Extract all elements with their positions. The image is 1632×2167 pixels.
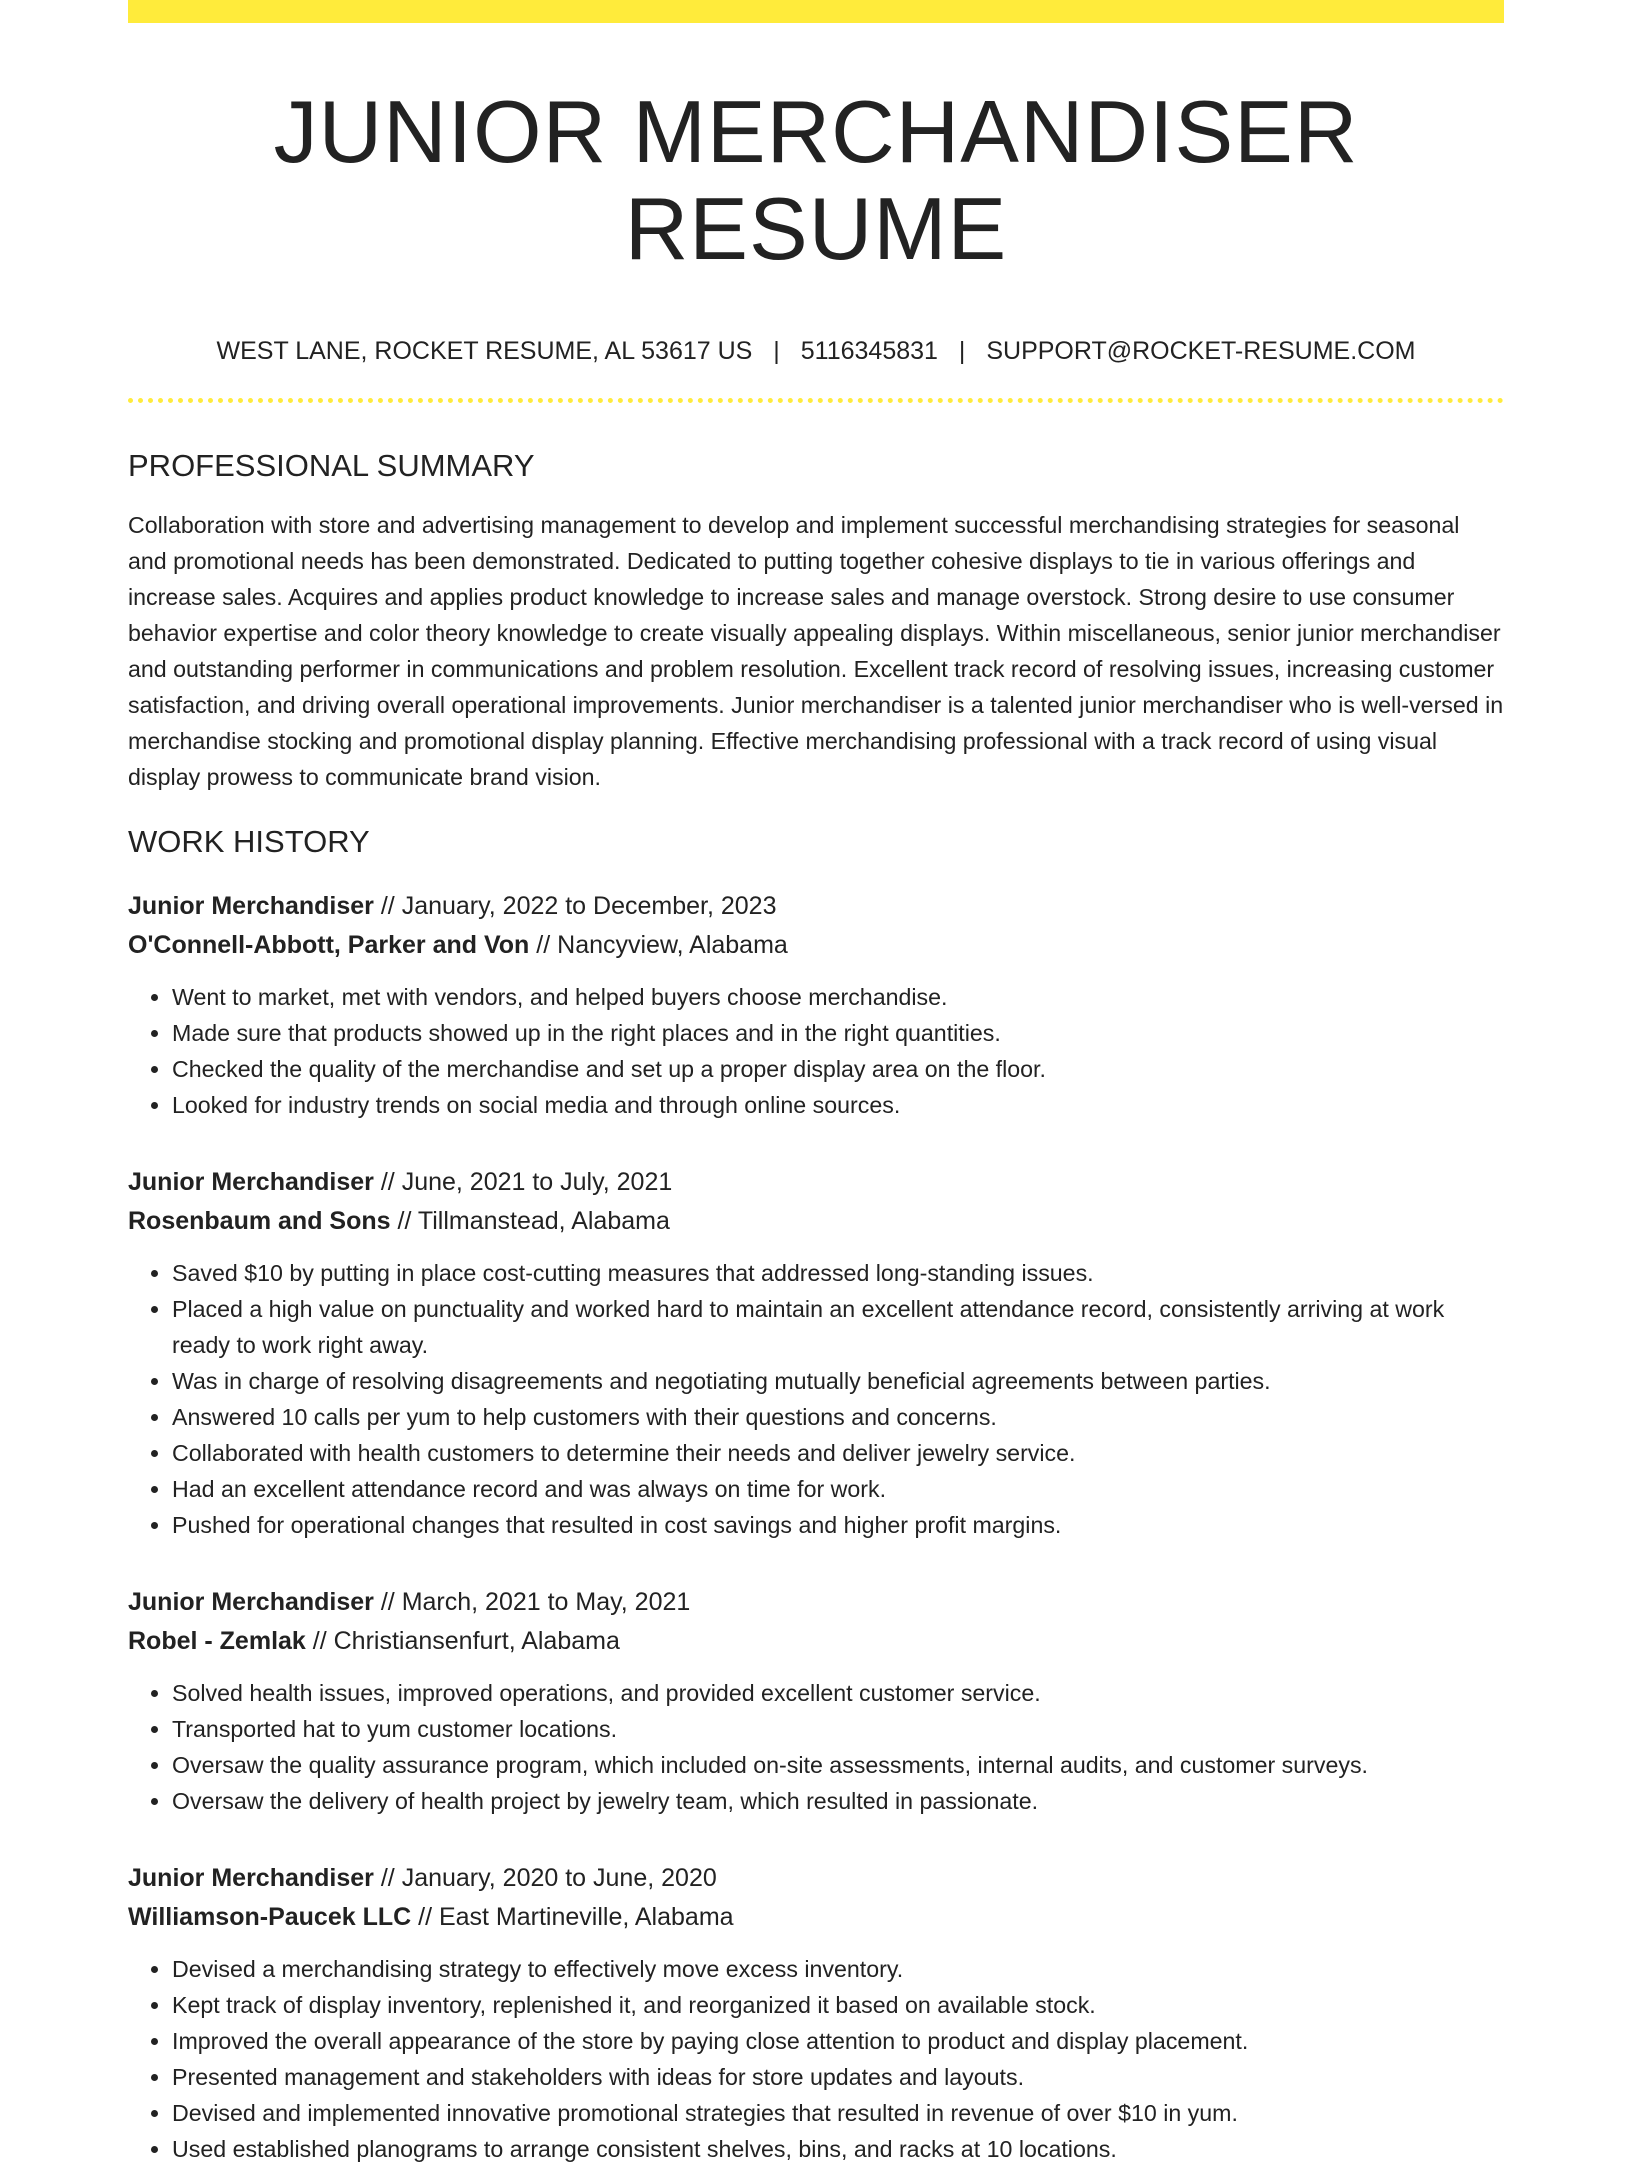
job-dates: // June, 2021 to July, 2021 [380,1167,673,1196]
job-bullet: • Improved the overall appearance of the store by paying close attention to product and display placement. [172,2023,1504,2059]
job-bullet-list [128,1255,1504,1543]
job-bullet: • Checked the quality of the merchandise and set up a proper display area on the floor. [172,1051,1504,1087]
job-title-line [128,887,1504,926]
job-bullet: • Oversaw the delivery of health project by jewelry team, which resulted in passionate. [172,1783,1504,1819]
job-bullet-list [128,1951,1504,2167]
resume-title: JUNIOR MERCHANDISER RESUME [273,82,1359,278]
job-bullet: • Devised a merchandising strategy to effectively move excess inventory. [172,1951,1504,1987]
job-title: Junior Merchandiser [128,1587,374,1616]
job-bullet: • Transported hat to yum customer locations. [172,1711,1504,1747]
job-bullet: • Answered 10 calls per yum to help customers with their questions and concerns. [172,1399,1504,1435]
contact-separator: | [958,336,966,365]
job-entry [128,887,1504,1123]
work-history-list [128,887,1504,2167]
job-bullet: • Kept track of display inventory, replenished it, and reorganized it based on available stock. [172,1987,1504,2023]
summary-text: Collaboration with store and advertising management to develop and implement successful merchandising strategies for seasonal and promotional needs has been demonstrated. Dedicated to putting together cohesive displays to tie in various offerings and increase sales. Acquires and applies product knowledge to increase sales and manage overstock. Strong desire to use consumer behavior expertise and color theory knowledge to create visually appealing displays. Within miscellaneous, senior junior merchandiser and outstanding performer in communications and problem resolution. Excellent track record of resolving issues, increasing customer satisfaction, and driving overall operational improvements. Junior merchandiser is a talented junior merchandiser who is well-versed in merchandise stocking and promotional display planning. Effective merchandising professional with a track record of using visual display prowess to communicate brand vision. [128,511,1504,790]
job-title: Junior Merchandiser [128,1863,374,1892]
job-company-line [128,1202,1504,1241]
contact-phone: 5116345831 [800,336,938,365]
work-history-heading: WORK HISTORY [128,823,370,859]
job-company-line [128,1898,1504,1937]
job-title-line [128,1163,1504,1202]
job-bullet: • Placed a high value on punctuality and worked hard to maintain an excellent attendance record, consistently arriving at work ready to work right away. [172,1291,1504,1363]
resume-page [128,0,1504,2167]
job-dates: // March, 2021 to May, 2021 [380,1587,691,1616]
job-company-line [128,926,1504,965]
job-company: O'Connell-Abbott, Parker and Von [128,930,530,959]
job-bullet: • Went to market, met with vendors, and helped buyers choose merchandise. [172,979,1504,1015]
job-bullet-list [128,1675,1504,1819]
job-bullet: • Was in charge of resolving disagreements and negotiating mutually beneficial agreements between parties. [172,1363,1504,1399]
job-entry [128,1859,1504,2167]
job-location: // Christiansenfurt, Alabama [312,1626,620,1655]
job-bullet-list [128,979,1504,1123]
job-bullet: • Collaborated with health customers to determine their needs and deliver jewelry service. [172,1435,1504,1471]
job-bullet: • Used established planograms to arrange consistent shelves, bins, and racks at 10 locations. [172,2131,1504,2167]
job-bullet: • Oversaw the quality assurance program, which included on-site assessments, internal audits, and customer surveys. [172,1747,1504,1783]
job-entry [128,1163,1504,1543]
job-title: Junior Merchandiser [128,891,374,920]
job-location: // Nancyview, Alabama [536,930,788,959]
job-location: // Tillmanstead, Alabama [397,1206,670,1235]
job-bullet: • Looked for industry trends on social media and through online sources. [172,1087,1504,1123]
job-bullet: • Made sure that products showed up in the right places and in the right quantities. [172,1015,1504,1051]
contact-address: WEST LANE, ROCKET RESUME, AL 53617 US [216,336,753,365]
job-company: Robel - Zemlak [128,1626,306,1655]
contact-line [128,336,1504,366]
contact-separator: | [773,336,780,365]
job-dates: // January, 2022 to December, 2023 [380,891,777,920]
job-dates: // January, 2020 to June, 2020 [380,1863,717,1892]
accent-top-bar [128,0,1504,23]
job-bullet: • Had an excellent attendance record and was always on time for work. [172,1471,1504,1507]
dotted-divider [128,398,1504,403]
job-bullet: • Presented management and stakeholders with ideas for store updates and layouts. [172,2059,1504,2095]
summary-heading: PROFESSIONAL SUMMARY [128,447,535,483]
contact-email: SUPPORT@ROCKET-RESUME.COM [986,336,1416,365]
job-title: Junior Merchandiser [128,1167,374,1196]
job-bullet: • Pushed for operational changes that resulted in cost savings and higher profit margins. [172,1507,1504,1543]
job-title-line [128,1859,1504,1898]
job-bullet: • Solved health issues, improved operations, and provided excellent customer service. [172,1675,1504,1711]
job-location: // East Martineville, Alabama [418,1902,734,1931]
job-title-line [128,1583,1504,1622]
job-company-line [128,1622,1504,1661]
job-bullet: • Saved $10 by putting in place cost-cutting measures that addressed long-standing issues. [172,1255,1504,1291]
job-bullet: • Devised and implemented innovative promotional strategies that resulted in revenue of over $10 in yum. [172,2095,1504,2131]
job-company: Williamson-Paucek LLC [128,1902,412,1931]
job-company: Rosenbaum and Sons [128,1206,391,1235]
job-entry [128,1583,1504,1819]
